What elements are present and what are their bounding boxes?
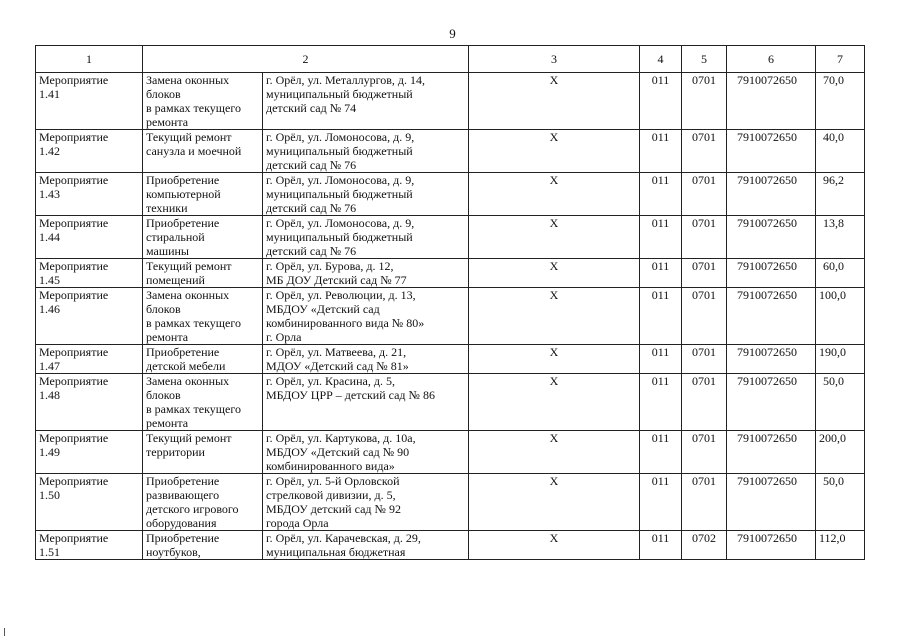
cell-col3: X	[469, 374, 640, 431]
cell-address: г. Орёл, ул. Ломоносова, д. 9, муниципальный бюджетный детский сад № 76	[263, 216, 469, 259]
cell-section: 0701	[682, 474, 727, 531]
cell-admin-code: 011	[640, 374, 682, 431]
cell-amount: 100,0	[816, 288, 865, 345]
cell-measure-id: Мероприятие 1.45	[36, 259, 143, 288]
cell-measure-id: Мероприятие 1.46	[36, 288, 143, 345]
table-row	[36, 345, 865, 374]
cell-measure-name: Текущий ремонт помещений	[143, 259, 263, 288]
cell-admin-code: 011	[640, 259, 682, 288]
page-number: 9	[449, 26, 456, 41]
cell-target-code: 7910072650	[727, 374, 816, 431]
cell-measure-name: Приобретение детской мебели	[143, 345, 263, 374]
cell-measure-name: Приобретение стиральной машины	[143, 216, 263, 259]
table-row	[36, 216, 865, 259]
cell-col3: X	[469, 173, 640, 216]
cell-measure-name: Текущий ремонт санузла и моечной	[143, 130, 263, 173]
cell-target-code: 7910072650	[727, 345, 816, 374]
cell-address: г. Орёл, ул. Ломоносова, д. 9, муниципальный бюджетный детский сад № 76	[263, 173, 469, 216]
cell-section: 0701	[682, 130, 727, 173]
cell-amount: 40,0	[816, 130, 865, 173]
cell-address: г. Орёл, ул. Карачевская, д. 29, муниципальная бюджетная	[263, 531, 469, 560]
cell-section: 0702	[682, 531, 727, 560]
cell-target-code: 7910072650	[727, 259, 816, 288]
cell-target-code: 7910072650	[727, 431, 816, 474]
cell-measure-name: Приобретение развивающего детского игрового оборудования	[143, 474, 263, 531]
table-row	[36, 288, 865, 345]
cell-section: 0701	[682, 216, 727, 259]
budget-table	[35, 45, 865, 560]
cell-address: г. Орёл, ул. Металлургов, д. 14, муниципальный бюджетный детский сад № 74	[263, 73, 469, 130]
cell-target-code: 7910072650	[727, 130, 816, 173]
cell-amount: 190,0	[816, 345, 865, 374]
cell-target-code: 7910072650	[727, 531, 816, 560]
cell-measure-name: Замена оконных блоков в рамках текущего ремонта	[143, 288, 263, 345]
cell-section: 0701	[682, 431, 727, 474]
cell-amount: 200,0	[816, 431, 865, 474]
cell-section: 0701	[682, 345, 727, 374]
cell-address: г. Орёл, ул. Красина, д. 5, МБДОУ ЦРР – детский сад № 86	[263, 374, 469, 431]
cell-measure-id: Мероприятие 1.47	[36, 345, 143, 374]
cell-admin-code: 011	[640, 345, 682, 374]
cell-amount: 112,0	[816, 531, 865, 560]
cell-measure-id: Мероприятие 1.49	[36, 431, 143, 474]
cell-amount: 96,2	[816, 173, 865, 216]
cell-col3: X	[469, 259, 640, 288]
cell-address: г. Орёл, ул. Ломоносова, д. 9, муниципальный бюджетный детский сад № 76	[263, 130, 469, 173]
table-row	[36, 531, 865, 560]
table-body	[36, 73, 865, 560]
cell-address: г. Орёл, ул. Революции, д. 13, МБДОУ «Детский сад комбинированного вида № 80» г. Орла	[263, 288, 469, 345]
cell-address: г. Орёл, ул. 5-й Орловской стрелковой дивизии, д. 5, МБДОУ детский сад № 92 города Орла	[263, 474, 469, 531]
table-row	[36, 130, 865, 173]
cell-admin-code: 011	[640, 474, 682, 531]
table-row	[36, 73, 865, 130]
cell-admin-code: 011	[640, 288, 682, 345]
cell-measure-name: Приобретение компьютерной техники	[143, 173, 263, 216]
cell-target-code: 7910072650	[727, 288, 816, 345]
cell-col3: X	[469, 474, 640, 531]
cell-target-code: 7910072650	[727, 216, 816, 259]
cell-measure-id: Мероприятие 1.42	[36, 130, 143, 173]
cell-target-code: 7910072650	[727, 73, 816, 130]
cell-address: г. Орёл, ул. Бурова, д. 12, МБ ДОУ Детский сад № 77	[263, 259, 469, 288]
cell-amount: 60,0	[816, 259, 865, 288]
cell-col3: X	[469, 431, 640, 474]
header-col-6: 6	[727, 46, 816, 73]
cell-measure-id: Мероприятие 1.48	[36, 374, 143, 431]
cell-measure-id: Мероприятие 1.41	[36, 73, 143, 130]
cell-measure-name: Замена оконных блоков в рамках текущего ремонта	[143, 374, 263, 431]
scan-mark	[4, 628, 5, 636]
cell-admin-code: 011	[640, 173, 682, 216]
cell-col3: X	[469, 216, 640, 259]
cell-measure-id: Мероприятие 1.44	[36, 216, 143, 259]
cell-amount: 70,0	[816, 73, 865, 130]
cell-section: 0701	[682, 73, 727, 130]
cell-measure-id: Мероприятие 1.43	[36, 173, 143, 216]
table-row	[36, 259, 865, 288]
cell-measure-name: Текущий ремонт территории	[143, 431, 263, 474]
cell-address: г. Орёл, ул. Картукова, д. 10а, МБДОУ «Детский сад № 90 комбинированного вида»	[263, 431, 469, 474]
table-row	[36, 474, 865, 531]
header-col-5: 5	[682, 46, 727, 73]
table-row	[36, 431, 865, 474]
cell-section: 0701	[682, 173, 727, 216]
cell-admin-code: 011	[640, 216, 682, 259]
cell-target-code: 7910072650	[727, 173, 816, 216]
cell-col3: X	[469, 345, 640, 374]
header-col-4: 4	[640, 46, 682, 73]
cell-section: 0701	[682, 259, 727, 288]
header-col-7: 7	[816, 46, 865, 73]
cell-measure-name: Замена оконных блоков в рамках текущего ремонта	[143, 73, 263, 130]
cell-measure-id: Мероприятие 1.50	[36, 474, 143, 531]
header-col-1: 1	[36, 46, 143, 73]
header-row	[36, 46, 865, 73]
cell-amount: 50,0	[816, 474, 865, 531]
header-col-2: 2	[143, 46, 469, 73]
cell-amount: 13,8	[816, 216, 865, 259]
cell-col3: X	[469, 73, 640, 130]
table-row	[36, 374, 865, 431]
cell-target-code: 7910072650	[727, 474, 816, 531]
cell-col3: X	[469, 288, 640, 345]
cell-measure-name: Приобретение ноутбуков,	[143, 531, 263, 560]
cell-admin-code: 011	[640, 73, 682, 130]
cell-section: 0701	[682, 288, 727, 345]
cell-address: г. Орёл, ул. Матвеева, д. 21, МДОУ «Детский сад № 81»	[263, 345, 469, 374]
cell-section: 0701	[682, 374, 727, 431]
cell-admin-code: 011	[640, 431, 682, 474]
cell-col3: X	[469, 531, 640, 560]
cell-amount: 50,0	[816, 374, 865, 431]
cell-admin-code: 011	[640, 130, 682, 173]
cell-measure-id: Мероприятие 1.51	[36, 531, 143, 560]
cell-col3: X	[469, 130, 640, 173]
header-col-3: 3	[469, 46, 640, 73]
table-row	[36, 173, 865, 216]
cell-admin-code: 011	[640, 531, 682, 560]
